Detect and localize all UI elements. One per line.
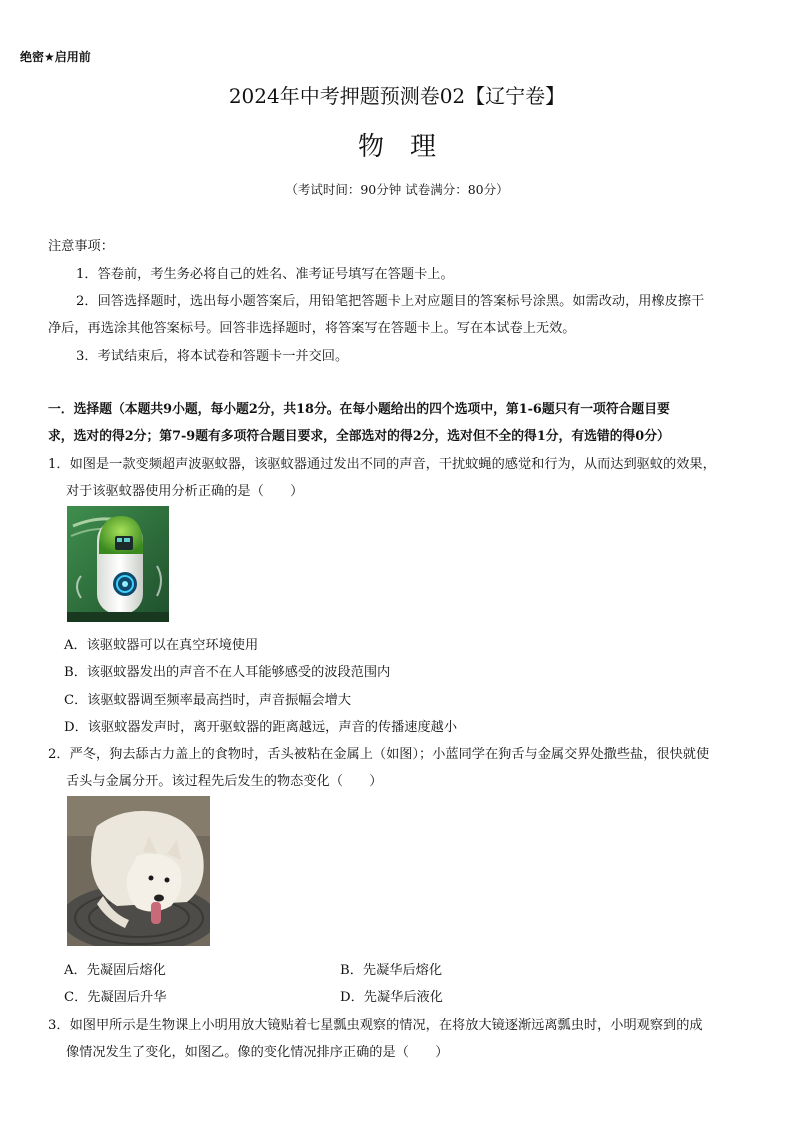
notice-item-2-line-1: 2．回答选择题时，选出每小题答案后，用铅笔把答题卡上对应题目的答案标号涂黑。如需改动，用橡皮擦干 [76, 294, 705, 309]
question-3-stem-line-2: 像情况发生了变化，如图乙。像的变化情况排序正确的是（ ） [66, 1045, 449, 1060]
notice-heading: 注意事项： [48, 239, 114, 254]
question-1-stem-line-1: 1．如图是一款变频超声波驱蚊器，该驱蚊器通过发出不同的声音，干扰蚊蝇的感觉和行为，从而达到驱蚊的效果， [48, 457, 716, 472]
question-1-stem-line-2: 对于该驱蚊器使用分析正确的是（ ） [66, 484, 304, 499]
question-2-option-d: D．先凝华后液化 [340, 990, 443, 1005]
question-2-option-c: C．先凝固后升华 [64, 990, 167, 1005]
question-2-stem-line-2: 舌头与金属分开。该过程先后发生的物态变化（ ） [66, 774, 383, 789]
subject-title: 物理 [357, 132, 462, 162]
question-1-option-a: A．该驱蚊器可以在真空环境使用 [64, 638, 259, 653]
notice-item-1: 1．答卷前，考生务必将自己的姓名、准考证号填写在答题卡上。 [76, 267, 454, 282]
mosquito-repeller-photo [67, 506, 169, 622]
section-1-heading-line-1: 一．选择题（本题共9小题，每小题2分，共18分。在每小题给出的四个选项中，第1-6题只有一项符合题目要 [48, 402, 670, 417]
question-2-option-a: A．先凝固后熔化 [64, 963, 166, 978]
question-2-stem-line-1: 2．严冬，狗去舔古力盖上的食物时，舌头被粘在金属上（如图）；小蓝同学在狗舌与金属交界处撒些盐，很快就使 [48, 747, 710, 762]
question-1-option-d: D．该驱蚊器发声时，离开驱蚊器的距离越远，声音的传播速度越小 [64, 720, 458, 735]
section-1-heading-line-2: 求，选对的得2分；第7-9题有多项符合题目要求，全部选对的得2分，选对但不全的得1分，有选错的得0分） [48, 429, 670, 444]
question-1-option-c: C．该驱蚊器调至频率最高挡时，声音振幅会增大 [64, 693, 352, 708]
confidential-mark: 绝密★启用前 [20, 50, 91, 64]
exam-time-info: （考试时间：90分钟 试卷满分：80分） [285, 182, 509, 197]
notice-item-2-line-2: 净后，再选涂其他答案标号。回答非选择题时，将答案写在答题卡上。写在本试卷上无效。 [48, 321, 576, 336]
question-3-stem-line-1: 3．如图甲所示是生物课上小明用放大镜贴着七星瓢虫观察的情况，在将放大镜逐渐远离瓢虫时，小明观察到的成 [48, 1018, 703, 1033]
notice-item-3: 3．考试结束后，将本试卷和答题卡一并交回。 [76, 349, 349, 364]
question-1-option-b: B．该驱蚊器发出的声音不在人耳能够感受的波段范围内 [64, 665, 391, 680]
question-2-option-b: B．先凝华后熔化 [340, 963, 443, 978]
dog-tongue-photo [67, 796, 210, 946]
exam-title: 2024年中考押题预测卷02【辽宁卷】 [228, 84, 566, 108]
